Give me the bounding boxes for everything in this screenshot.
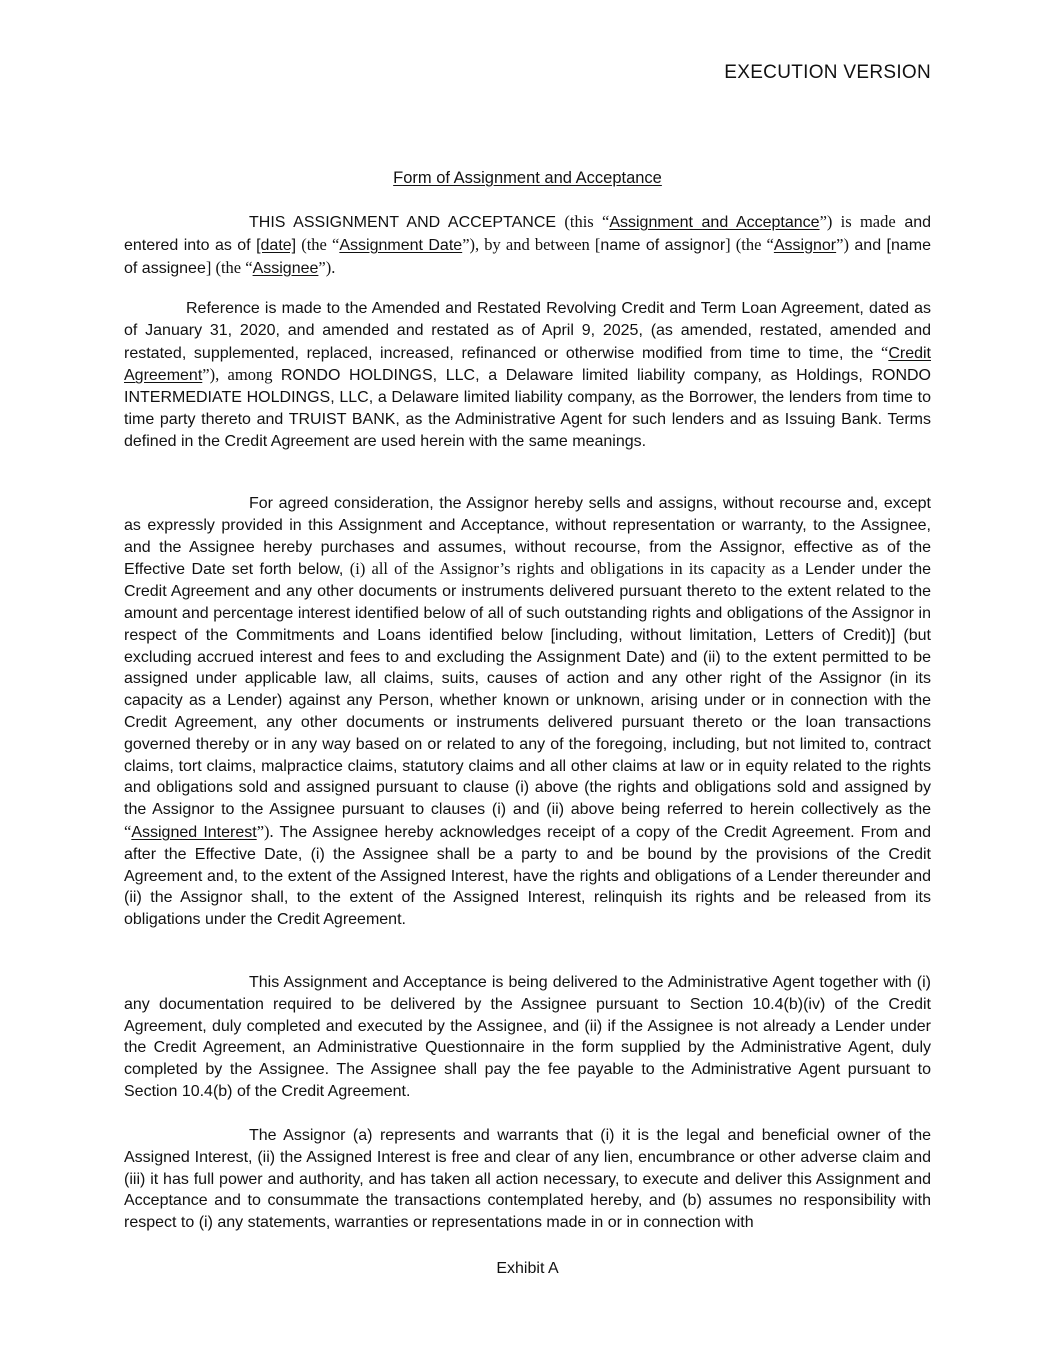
defined-term-assignee: Assignee [252,259,319,277]
paragraph-representations [124,1125,931,1234]
paragraph-preamble [124,211,931,279]
paragraph-reference [124,298,931,453]
text-span: This Assignment and Acceptance is being delivered to the Administrative Agent together with (i) any documentation required to be delivered by the Assignee pursuant to Section 10.4(b)(iv) of the Credit Agreement, duly completed and executed by the Assignee, and (ii) if the Assignee is not already a Lender under the Credit Agreement, an Administrative Questionnaire in the form supplied by the Administrative Agent, duly completed by the Assignee. The Assignee shall pay the fee payable to the Administrative Agent pursuant to Section 10.4(b) of the Credit Agreement. [124,974,931,1100]
text-span: Reference is made to the Amended and Restated Revolving Credit and Term Loan Agreement, dated as of January 31, 2020, and amended and restated as of April 9, 2025, (as amended, restated, amended and restated, supplemented, replaced, increased, refinanced or otherwise modified from time to time, the [124,300,931,362]
text-span: “ [880,342,889,362]
text-span: RONDO HOLDINGS, LLC, a Delaware limited liability company, as Holdings, RONDO INTERMEDIATE HOLDINGS, LLC, a Delaware limited liability company, as the Borrower, the lenders from time to time party thereto and TRUIST BANK, as the Administrative Agent for such lenders and as Issuing Bank. Terms defined in the Credit Agreement are used herein with the same meanings. [124,367,931,450]
text-span: and entered into as of [124,214,932,254]
paragraph-delivery [124,972,931,1103]
text-span: (the “ [296,234,340,254]
text-span: ”) is made [819,212,896,231]
defined-term-assignor: Assignor [773,236,837,254]
defined-term-assignment-and-acceptance: Assignment and Acceptance [609,214,820,231]
exhibit-label: Exhibit A [496,1260,559,1277]
text-span: ”). [256,821,274,841]
text-span: For agreed consideration, the Assignor hereby sells and assigns, without recourse and, except as expressly provided in this Assignment and Acceptance, without representation or warranty, to the Assignee, and the Assignee hereby purchases and assumes, without recourse, from the Assignor, effective as of the Effective Date set forth below, [124,495,931,579]
date-placeholder: [date] [256,236,297,254]
text-span: The Assignor (a) represents and warrants that (i) it is the legal and beneficial owner of the Assigned Interest, (ii) the Assigned Interest is free and clear of any lien, encumbrance or other adverse claim and (iii) it has full power and authority, and has taken all action necessary, to execute and deliver this Assignment and Acceptance and to consummate the transactions contemplated hereby, and (b) assumes no responsibility with respect to (i) any statements, warranties or representations made in or in connection with [124,1127,931,1232]
text-span: Lender under the Credit Agreement and any other documents or instruments delivered pursuant thereto to the extent related to the amount and percentage interest identified below of all of such outstanding rights and obligations of the Assignor in respect of the Commitments and Loans identified below [including, without limitation, Letters of Credit)] (but excluding accrued interest and fees to and excluding the Assignment Date) and (ii) to the extent permitted to be assigned under applicable law, all claims, suits, causes of action and any other right of the Assignor (in its capacity as a Lender) against any Person, whether known or unknown, arising under or in connection with the Credit Agreement, any other documents or instruments delivered pursuant thereto or the loan transactions governed thereby or in any way based on or related to any of the foregoing, including, but not limited to, contract claims, tort claims, malpractice claims, statutory claims and all other claims at law or in equity related to the rights and obligations sold and assigned pursuant to clause (i) above (the rights and obligations sold and assigned by the Assignor to the Assignee pursuant to clauses (i) and (ii) above being referred to herein collectively as the [124,561,931,819]
text-span: ”) [836,234,849,254]
defined-term-assigned-interest: Assigned Interest [131,823,257,841]
text-span: ”). [318,257,336,277]
text-span: The Assignee hereby acknowledges receipt of a copy of the Credit Agreement. From and after the Effective Date, (i) the Assignee shall be a party to and be bound by the provisions of the Credit Agreement and, to the extent of the Assigned Interest, have the rights and obligations of a Lender thereunder and (ii) the Assignor shall, to the extent of the Assigned Interest, relinquish its rights and be released from its obligations under the Credit Agreement. [124,823,932,929]
paragraph-assignment-terms [124,493,931,931]
text-span: “ [124,821,132,841]
text-span: ”), by and between [ [462,234,601,254]
text-span: (i) all of the Assignor’s rights and obligations in its capacity as a [349,559,799,579]
defined-term-credit-agreement: Credit Agreement [124,344,931,385]
text-span: and [ [848,236,891,254]
assignee-name-placeholder: name of assignee [124,236,932,277]
text-span: ”), among [202,365,281,385]
document-title: Form of Assignment and Acceptance [393,169,662,187]
text-span: ] (the “ [725,234,774,254]
text-span: THIS ASSIGNMENT AND ACCEPTANCE [249,214,557,231]
text-span: ] (the “ [205,257,253,277]
assignor-name-placeholder: name of assignor [600,236,726,254]
defined-term-assignment-date: Assignment Date [339,236,463,254]
text-span: (this “ [556,212,610,231]
execution-version-label: EXECUTION VERSION [724,62,931,83]
